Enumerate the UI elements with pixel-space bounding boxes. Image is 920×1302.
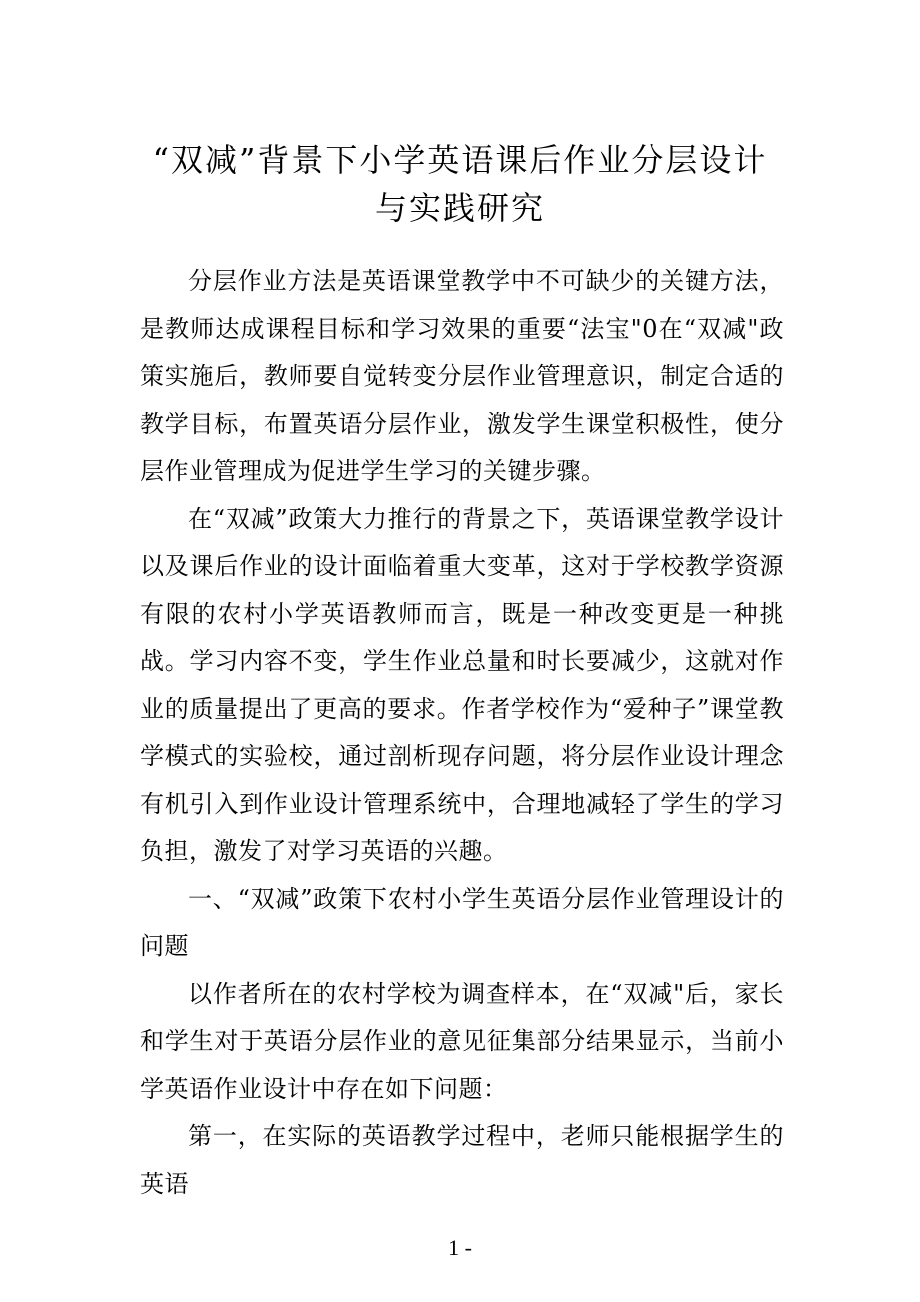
paragraph-4: 第一，在实际的英语教学过程中，老师只能根据学生的英语 <box>140 1122 784 1198</box>
paragraph-1: 分层作业方法是英语课堂教学中不可缺少的关键方法，是教师达成课程目标和学习效果的重要“法宝"0在“双减"政策实施后，教师要自觉转变分层作业管理意识，制定合适的教学目标，布置英语分层作业，激发学生课堂积极性，使分层作业管理成为促进学生学习的关键步骤。 <box>140 267 784 485</box>
paragraph-3: 以作者所在的农村学校为调查样本，在“双减"后，家长和学生对于英语分层作业的意见征集部分结果显示，当前小学英语作业设计中存在如下问题： <box>140 979 784 1103</box>
page-number: 1 - <box>448 1235 472 1260</box>
document-body <box>140 258 784 1208</box>
paragraph-2: 在“双减”政策大力推行的背景之下，英语课堂教学设计以及课后作业的设计面临着重大变革，这对于学校教学资源有限的农村小学英语教师而言，既是一种改变更是一种挑战。学习内容不变，学生作业总量和时长要减少，这就对作业的质量提出了更高的要求。作者学校作为“爱种子”课堂教学模式的实验校，通过剖析现存问题，将分层作业设计理念有机引入到作业设计管理系统中，合理地减轻了学生的学习负担，激发了对学习英语的兴趣。 <box>140 504 784 865</box>
document-title-line-1: “双减”背景下小学英语课后作业分层设计 <box>152 141 768 179</box>
section-heading-1: 一、“双减”政策下农村小学生英语分层作业管理设计的问题 <box>140 884 784 960</box>
document-title-line-2: 与实践研究 <box>374 189 545 227</box>
